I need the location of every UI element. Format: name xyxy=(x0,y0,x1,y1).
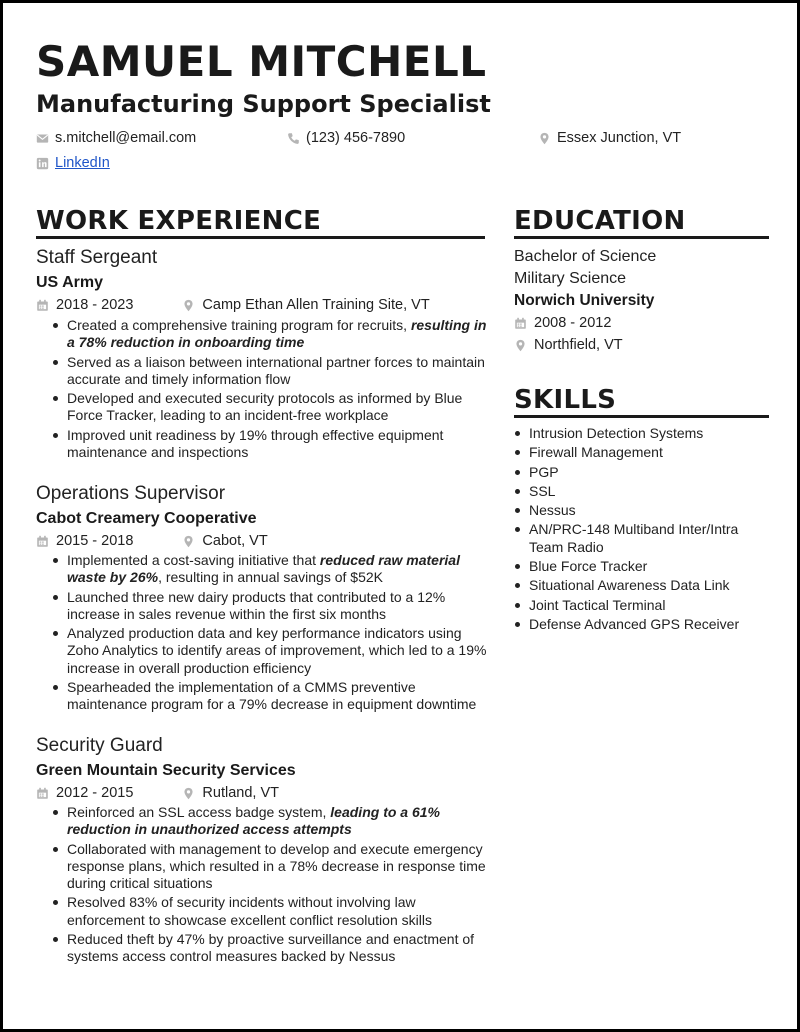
skills-heading: SKILLS xyxy=(514,385,617,415)
map-pin-icon xyxy=(514,339,527,352)
job-3-role: Security Guard xyxy=(36,735,163,756)
job-3-dates: 2012 - 2015 xyxy=(56,785,134,801)
skill-item: PGP xyxy=(498,464,773,481)
list-item: Reduced theft by 47% by proactive surveillance and enactment of systems access control measures backed by Nessus xyxy=(36,931,491,966)
education-location-row xyxy=(514,336,623,354)
skill-item: AN/PRC-148 Multiband Inter/Intra Team Radio xyxy=(498,521,773,556)
email-text: s.mitchell@email.com xyxy=(55,130,197,146)
linkedin-icon xyxy=(36,157,49,170)
job-2-dates: 2015 - 2018 xyxy=(56,533,134,549)
job-1-dates: 2018 - 2023 xyxy=(56,297,134,313)
education-field: Military Science xyxy=(514,270,627,287)
calendar-icon xyxy=(514,317,527,330)
education-location: Northfield, VT xyxy=(534,337,623,353)
skills-list xyxy=(498,425,773,635)
job-2-location: Cabot, VT xyxy=(202,533,268,549)
job-2-meta xyxy=(36,532,268,550)
education-rule xyxy=(514,236,769,239)
job-1-org: US Army xyxy=(36,274,103,291)
list-item: Resolved 83% of security incidents without involving law enforcement to showcase excellent conflict resolution skills xyxy=(36,894,491,929)
map-pin-icon xyxy=(538,132,551,145)
job-2-bullets xyxy=(36,552,491,716)
skills-rule xyxy=(514,415,769,418)
map-pin-icon xyxy=(182,535,195,548)
skill-item: Defense Advanced GPS Receiver xyxy=(498,616,773,633)
candidate-name: SAMUEL MITCHELL xyxy=(36,37,487,86)
list-item: Launched three new dairy products that contributed to a 12% increase in sales revenue within the first six months xyxy=(36,589,491,624)
map-pin-icon xyxy=(182,787,195,800)
linkedin-link[interactable]: LinkedIn xyxy=(55,155,110,171)
education-dates: 2008 - 2012 xyxy=(534,315,612,331)
work-experience-rule xyxy=(36,236,485,239)
phone-icon xyxy=(287,132,300,145)
list-item: Served as a liaison between international partner forces to maintain accurate and timely information flow xyxy=(36,354,491,389)
skill-item: Situational Awareness Data Link xyxy=(498,577,773,594)
list-item: Reinforced an SSL access badge system, leading to a 61% reduction in unauthorized access attempts xyxy=(36,804,491,839)
list-item: Developed and executed security protocols as informed by Blue Force Tracker, leading to an incident-free workplace xyxy=(36,390,491,425)
location-text: Essex Junction, VT xyxy=(557,130,682,146)
job-2-org: Cabot Creamery Cooperative xyxy=(36,510,257,527)
job-3-meta xyxy=(36,784,279,802)
skill-item: Firewall Management xyxy=(498,444,773,461)
education-degree: Bachelor of Science xyxy=(514,248,657,265)
list-item: Analyzed production data and key performance indicators using Zoho Analytics to identify areas of improvement, which led to a 19% increase in overall production efficiency xyxy=(36,625,491,677)
calendar-icon xyxy=(36,535,49,548)
list-item: Spearheaded the implementation of a CMMS preventive maintenance program for a 79% decrease in equipment downtime xyxy=(36,679,491,714)
job-1-location: Camp Ethan Allen Training Site, VT xyxy=(202,297,430,313)
list-item: Collaborated with management to develop and execute emergency response plans, which resulted in a 78% decrease in response time during critical situations xyxy=(36,841,491,893)
skill-item: Nessus xyxy=(498,502,773,519)
contact-location xyxy=(538,129,681,147)
job-3-org: Green Mountain Security Services xyxy=(36,762,296,779)
envelope-icon xyxy=(36,132,49,145)
list-item: Implemented a cost-saving initiative that reduced raw material waste by 26%, resulting in annual savings of $52K xyxy=(36,552,491,587)
education-heading: EDUCATION xyxy=(514,206,686,236)
skill-item: Intrusion Detection Systems xyxy=(498,425,773,442)
calendar-icon xyxy=(36,299,49,312)
candidate-title: Manufacturing Support Specialist xyxy=(36,90,491,118)
work-experience-heading: WORK EXPERIENCE xyxy=(36,206,322,236)
education-school: Norwich University xyxy=(514,292,655,309)
skill-item: SSL xyxy=(498,483,773,500)
skill-item: Joint Tactical Terminal xyxy=(498,597,773,614)
job-2-role: Operations Supervisor xyxy=(36,483,226,504)
skill-item: Blue Force Tracker xyxy=(498,558,773,575)
education-dates-row xyxy=(514,314,611,332)
map-pin-icon xyxy=(182,299,195,312)
job-3-bullets xyxy=(36,804,491,968)
list-item: Created a comprehensive training program for recruits, resulting in a 78% reduction in onboarding time xyxy=(36,317,491,352)
job-3-location: Rutland, VT xyxy=(202,785,279,801)
list-item: Improved unit readiness by 19% through effective equipment maintenance and inspections xyxy=(36,427,491,462)
job-1-role: Staff Sergeant xyxy=(36,247,158,268)
calendar-icon xyxy=(36,787,49,800)
contact-linkedin xyxy=(36,154,110,172)
contact-phone xyxy=(287,129,405,147)
job-1-meta xyxy=(36,296,430,314)
contact-email xyxy=(36,129,196,147)
phone-text: (123) 456-7890 xyxy=(306,130,406,146)
job-1-bullets xyxy=(36,317,491,463)
